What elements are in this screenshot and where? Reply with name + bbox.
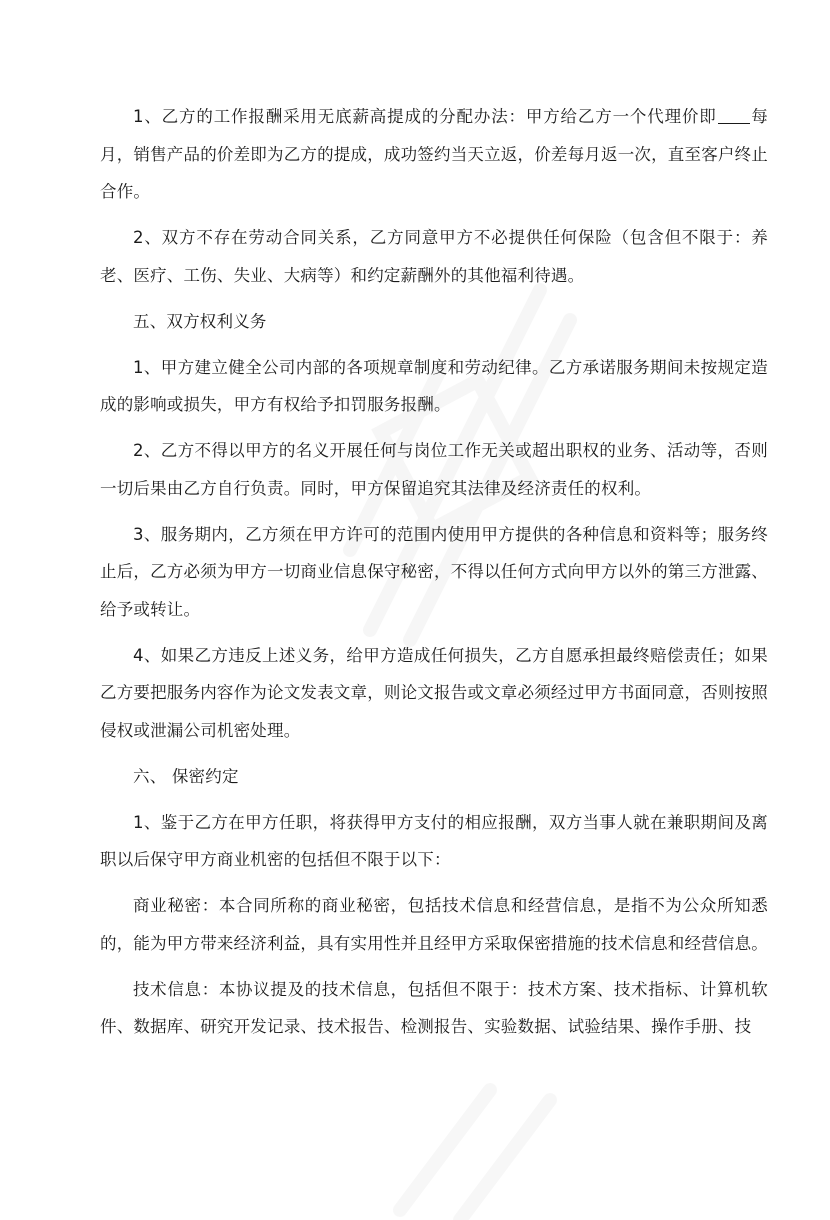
paragraph-rules-discipline: 1、甲方建立健全公司内部的各项规章制度和劳动纪律。乙方承诺服务期间未按规定造成的影响或损失，甲方有权给予扣罚服务报酬。	[100, 357, 768, 414]
paragraph-confidentiality-scope: 1、鉴于乙方在甲方任职，将获得甲方支付的相应报酬，双方当事人就在兼职期间及离职以后保守甲方商业机密的包括但不限于以下：	[100, 812, 768, 869]
agency-price-blank	[718, 107, 750, 125]
watermark-bottom-icon	[370, 1080, 630, 1220]
remuneration-text-start: 1、乙方的工作报酬采用无底薪高提成的分配办法：甲方给乙方一个代理价即	[133, 107, 717, 126]
section-heading-confidentiality: 六、 保密约定	[133, 766, 239, 786]
paragraph-technical-information: 技术信息：本协议提及的技术信息，包括但不限于：技术方案、技术指标、计算机软件、数据库、研究开发记录、技术报告、检测报告、实验数据、试验结果、操作手册、技	[100, 979, 768, 1036]
paragraph-remuneration	[100, 98, 768, 211]
paragraph-trade-secret: 商业秘密：本合同所称的商业秘密，包括技术信息和经营信息，是指不为公众所知悉的，能为甲方带来经济利益，具有实用性并且经甲方采取保密措施的技术信息和经营信息。	[100, 896, 768, 953]
paragraph-no-labor-relation: 2、双方不存在劳动合同关系，乙方同意甲方不必提供任何保险（包含但不限于：养老、医疗、工伤、失业、大病等）和约定薪酬外的其他福利待遇。	[100, 228, 768, 285]
document-body	[100, 98, 768, 1054]
paragraph-information-use: 3、服务期内，乙方须在甲方许可的范围内使用甲方提供的各种信息和资料等；服务终止后，乙方必须为甲方一切商业信息保守秘密，不得以任何方式向甲方以外的第三方泄露、给予或转让。	[100, 524, 768, 619]
remuneration-text-end: 每月，销售产品的价差即为乙方的提成，成功签约当天立返，价差每月返一次，直至客户终止合作。	[100, 107, 768, 201]
section-heading-rights-obligations: 五、双方权利义务	[133, 311, 267, 331]
paragraph-no-unauthorized-business: 2、乙方不得以甲方的名义开展任何与岗位工作无关或超出职权的业务、活动等，否则一切后果由乙方自行负责。同时，甲方保留追究其法律及经济责任的权利。	[100, 441, 768, 498]
paragraph-liability: 4、如果乙方违反上述义务，给甲方造成任何损失，乙方自愿承担最终赔偿责任；如果乙方要把服务内容作为论文发表文章，则论文报告或文章必须经过甲方书面同意，否则按照侵权或泄漏公司机密处理。	[100, 645, 768, 740]
